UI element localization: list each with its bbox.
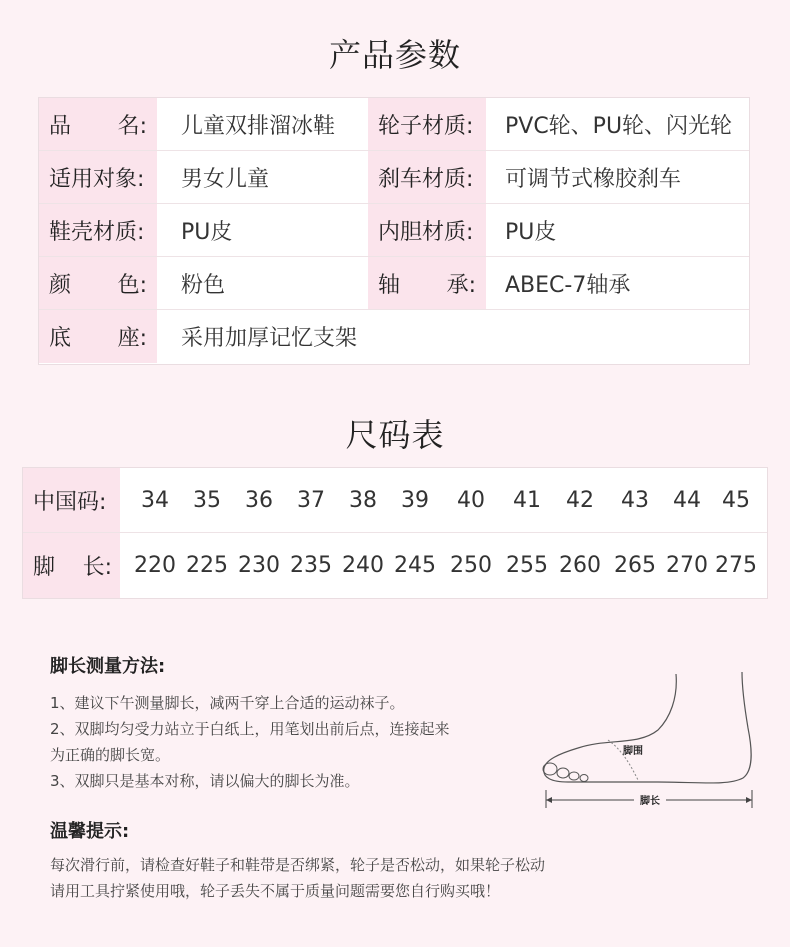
size-cell-cn: 40 [457,487,485,513]
foot-outline-icon [538,668,768,818]
params-row [39,310,749,363]
foot-length-label: 脚长 [640,796,660,807]
param-label [39,98,157,150]
param-label [39,257,157,309]
size-cell-foot-length: 235 [290,553,332,578]
param-label: 轮子材质: [368,98,486,150]
size-row-cn [23,468,767,533]
size-cell-cn: 36 [245,487,273,513]
size-cell-foot-length: 270 [666,553,708,578]
param-value: 采用加厚记忆支架 [181,326,358,351]
tips-title: 温馨提示: [50,821,130,842]
foot-measure-diagram [538,668,768,818]
size-label-part: 脚 [33,555,56,580]
size-cell-cn: 44 [673,487,701,513]
size-cell-cn: 37 [297,487,325,513]
param-value: 男女儿童 [181,166,270,192]
size-cell-cn: 42 [566,487,594,513]
size-chart-title: 尺码表 [345,416,445,454]
size-cell-cn: 35 [193,487,221,513]
size-label-part: 长: [82,555,112,580]
param-value: PU皮 [505,219,557,245]
size-cell-cn: 45 [722,487,750,513]
size-cell-cn: 39 [401,487,429,513]
size-table [22,467,768,599]
params-row [39,151,749,204]
measure-title: 脚长测量方法: [50,656,166,677]
size-row-foot-length [23,533,767,598]
size-cell-foot-length: 265 [614,553,656,578]
size-cell-foot-length: 260 [559,553,601,578]
measure-step: 1、建议下午测量脚长，减两千穿上合适的运动袜子。 [50,694,405,712]
size-cell-foot-length: 240 [342,553,384,578]
measure-step: 3、双脚只是基本对称，请以偏大的脚长为准。 [50,772,360,790]
param-value: 粉色 [181,272,226,298]
measure-step: 2、双脚均匀受力站立于白纸上，用笔划出前后点，连接起来 [50,720,450,738]
size-cell-cn: 41 [513,487,541,513]
params-table [38,97,750,365]
size-label-cn: 中国码: [23,468,120,532]
tip-line: 每次滑行前，请检查好鞋子和鞋带是否绑紧，轮子是否松动，如果轮子松动 [50,856,546,874]
param-label [39,310,157,363]
size-cell-foot-length: 255 [506,553,548,578]
param-value: ABEC-7轴承 [505,272,631,298]
param-label-part: 名: [117,113,147,139]
size-cell-foot-length: 230 [238,553,280,578]
size-cell-foot-length: 220 [134,553,176,578]
param-label-part: 色: [117,272,147,298]
param-label-part: 座: [117,326,147,351]
size-cell-foot-length: 245 [394,553,436,578]
tip-line: 请用工具拧紧使用哦，轮子丢失不属于质量问题需要您自行购买哦！ [50,882,501,900]
param-value: 儿童双排溜冰鞋 [181,113,336,139]
param-label-part: 轴 [378,272,401,298]
params-row [39,257,749,310]
size-cell-foot-length: 250 [450,553,492,578]
size-cell-foot-length: 275 [715,553,757,578]
param-label: 鞋壳材质: [39,204,157,256]
params-row [39,98,749,151]
size-cell-foot-length: 225 [186,553,228,578]
param-label-part: 承: [446,272,476,298]
foot-girth-label: 脚围 [623,746,643,757]
param-label-part: 底 [49,326,72,351]
params-row [39,204,749,257]
param-value: 可调节式橡胶刹车 [505,166,682,192]
param-value: PVC轮、PU轮、闪光轮 [505,113,733,139]
measure-step: 为正确的脚长宽。 [50,746,171,764]
size-cell-cn: 43 [621,487,649,513]
size-cell-cn: 38 [349,487,377,513]
params-title: 产品参数 [328,36,461,74]
param-label-part: 品 [49,113,72,139]
param-label: 刹车材质: [368,151,486,203]
param-label [368,257,486,309]
param-label: 内胆材质: [368,204,486,256]
param-value: PU皮 [181,219,233,245]
param-label: 适用对象: [39,151,157,203]
param-label-part: 颜 [49,272,72,298]
size-label-foot-length [23,533,120,598]
size-cell-cn: 34 [141,487,169,513]
